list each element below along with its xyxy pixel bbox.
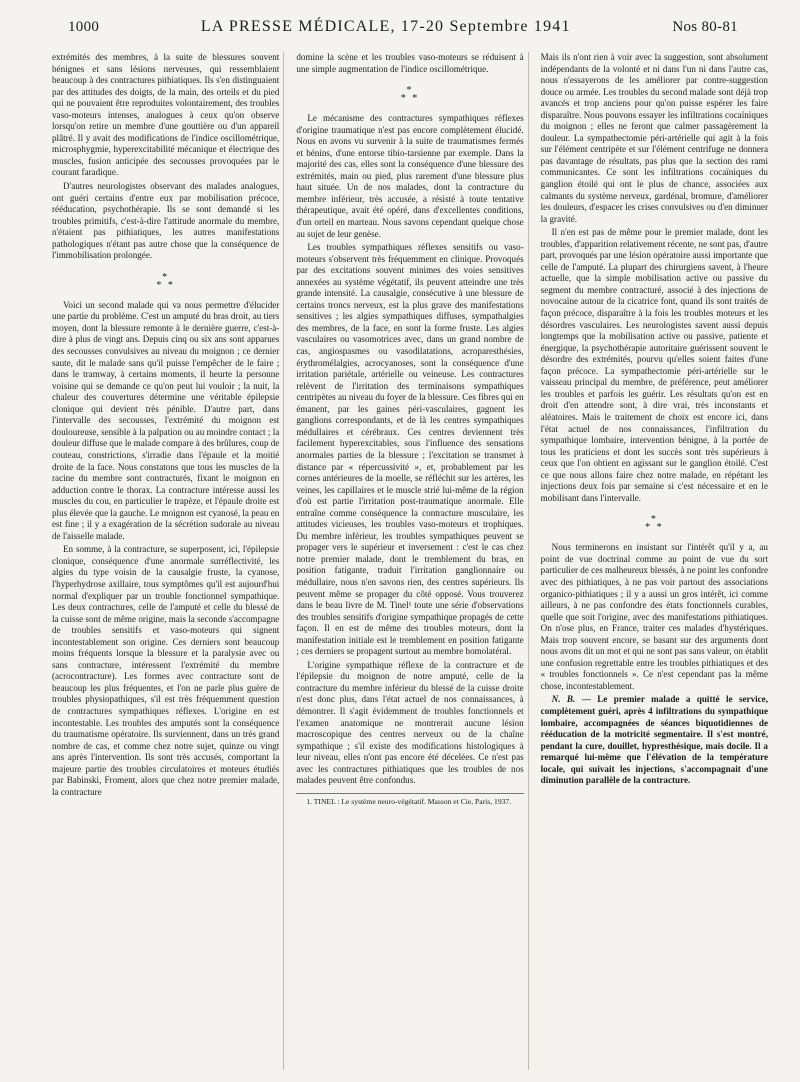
issue-number: Nos 80-81 xyxy=(672,19,738,35)
issue-date: 17-20 Septembre 1941 xyxy=(400,18,571,35)
nota-bene-text: — Le premier malade a quitté le service, complètement guéri, après 4 infiltrations du sympathique lombaire, accompagnées de séances biquotidiennes de rééducation de la motricité segmentaire. Il s'est montré, pendant la cure, douillet, hypresthésique, mais docile. Il a remarqué lui-même que l'élévation de la température locale, qui suivait les injections, s'accompagnait d'une diminution parallèle de la contracture. xyxy=(540,694,768,786)
paragraph: domine la scène et les troubles vaso-moteurs se réduisent à une simple augmentation de l'indice oscillométrique. xyxy=(296,52,524,74)
footnote: 1. TINEL : Le système neuro-végétatif. Masson et Cie, Paris, 1937. xyxy=(296,793,523,806)
section-separator: * * * xyxy=(645,514,664,534)
paragraph: Le mécanisme des contractures sympathiques réflexes d'origine traumatique n'est pas encore complètement élucidé. Nous en avons vu survenir à la suite de traumatismes fermés et bénins, d'une entorse tibio-tarsienne par exemple. Dans la majorité des cas, elles sont la conséquence d'une blessure des extrémités, main ou pied, plus rarement d'une blessure plus haut située. Un de nos malades, dont la contracture du membre inférieur, très accusée, a résisté à toute tentative thérapeutique, avait été opéré, dans d'excellentes conditions, d'un orteil en marteau. Nous savons cependant quelque chose au sujet de leur genèse. xyxy=(296,113,524,239)
paragraph: Nous terminerons en insistant sur l'intérêt qu'il y a, au point de vue doctrinal comme au point de vue du sort particulier de ces malheureux blessés, à ne point les confondre avec des pithiatiques, à ne pas voir partout des associations organico-pithiatiques ; il y a aussi un gros intérêt, ici comme ailleurs, à ne pas confondre des états fonctionnels curables, quelle que soit l'origine, avec des manifestations pithiatiques. On n'ose plus, en France, traiter ces malades d'hystériques. Mais trop souvent encore, se basant sur des arguments dont nous avons dit un mot et qui ne sont pas sans valeur, on établit une confusion regrettable entre les troubles pithiatiques et des « troubles fonctionnels ». Ce n'est cependant pas la même chose, incontestablement. xyxy=(540,542,768,691)
section-separator: * * * xyxy=(156,271,175,291)
paragraph: extrémités des membres, à la suite de blessures souvent bénignes et sans lésions nerveuses, qui ressemblaient beaucoup à des contractures pithiatiques. Ils s'en distinguaient par des attitudes des doigts, de la main, des orteils et du pied qui ne pouvaient être reproduites volontairement, des troubles vaso-moteurs intenses, analogues à ceux qu'on observe lorsqu'on retire un membre d'une gouttière ou d'un appareil plâtré. Il y avait des modifications de l'indice oscillométrique, microsphygmie, hyperexcitabilité mécanique et électrique des muscles, fusion anticipée des secousses provoquées par le courant faradique. xyxy=(52,52,280,178)
page-number: 1000 xyxy=(68,19,100,35)
column-1 xyxy=(52,52,284,1070)
paragraph: Les troubles sympathiques réflexes sensitifs ou vaso-moteurs s'observent très fréquemment en clinique. Provoqués par des excitations souvent minimes des voies sensitives annexées au système végétatif, ils peuvent atteindre une très grande intensité. La causalgie, consécutive à une blessure de certains troncs nerveux, est la plus grave des manifestations sensitives ; les algies sympathiques diffuses, sympathalgies des membres, de la face, en sont la forme fruste. Les algies vasculaires ou vasomotrices avec, dans un grand nombre de cas, angiospasmes ou vasodilatations, acroparesthésies, érythromélalgies, acrocyanoses, sont la conséquence d'une irritation pariétale, artérielle ou veineuse. Les contractures relèvent de l'irritation des terminaisons sympathiques centripètes au niveau du foyer de la blessure. Ces fibres qui en émanent, par les gaines péri-vasculaires, gagnent les ganglions correspondants, et de là les centres sympathiques médullaires et cérébraux. Ces centres deviennent très facilement hyperexcitables, sous l'influence des sensations anormales parties de la blessure ; l'excitation se transmet à distance par « répercussivité », et, probablement par les cornes antérieures de la moelle, se réfléchit sur les artères, les veines, les capillaires et le muscle strié lui-même de la région d'où est partie l'irritation post-traumatique anormale. Elle entraîne comme conséquence la contracture musculaire, les attitudes vicieuses, les troubles vaso-moteurs et trophiques. Du membre inférieur, les troubles sympathiques peuvent se propager vers le supérieur et inversement : c'est le cas chez notre premier malade, dont le tremblement du bras, en position fatigante, traduit l'irritation ganglionnaire ou médullaire, nous n'en savons rien, des centres supérieurs. Ils peuvent même se propager du côté opposé. Vous trouverez dans le beau livre de M. Tinel¹ toute une série d'observations des troubles sensitifs d'origine sympathique propagés de cette façon. Il en est de même des troubles moteurs, dont la manifestation initiale est le tremblement en position fatigante ; ces derniers se propagent surtout au membre homolatéral. xyxy=(296,242,524,657)
page-header xyxy=(68,18,738,42)
nota-bene-label: N. B. xyxy=(551,694,576,705)
article-body xyxy=(52,52,772,1070)
journal-title: LA PRESSE MÉDICALE, xyxy=(200,18,396,35)
paragraph: D'autres neurologistes observant des malades analogues, ont guéri certains d'entre eux par mobilisation précoce, rééducation, psychothérapie. Ils se sont demandé si les troubles primitifs, c'est-à-dire l'attitude anormale du membre, n'étaient pas pithiatiques, les autres manifestations pathologiques n'étant pas autre chose que la conséquence de l'immobilisation prolongée. xyxy=(52,181,280,261)
paragraph: En somme, à la contracture, se superposent, ici, l'épilepsie clonique, conséquence d'une anormale surréflectivité, les algies du type voisin de la causalgie fruste, la cyanose, l'hyperhydrose axillaire, tous symptômes qu'il est aujourd'hui normal d'expliquer par un trouble fonctionnel sympathique. Les deux contractures, celle de l'amputé et celle du blessé de la cuisse sont de même origine, mais la seconde s'accompagne de troubles sensitifs et vaso-moteurs qui signent incontestablement son origine. Ces derniers sont beaucoup moins fréquents lorsque la blessure et la paralysie avec ou sans contracture, intéressent l'extrémité du membre (acrocontracture). Les formes avec contracture sont de beaucoup les plus fréquentes, et l'on ne parle plus guère de troubles physiopathiques, s'il est très fréquemment question de contractures sympathiques réflexes. L'origine en est incontestable. Les troubles des amputés sont la conséquence du traumatisme opératoire. Ils surviennent, dans un très grand nombre de cas, et comme chez notre sujet, quinze ou vingt ans après l'intervention. Ils sont très accusés, comportant la majeure partie des troubles circulatoires et moteurs étudiés par Babinski, Froment, alors que chez notre premier malade, la contracture xyxy=(52,544,280,797)
nota-bene xyxy=(541,694,768,786)
paragraph: Voici un second malade qui va nous permettre d'élucider une partie du problème. C'est un amputé du bras droit, au tiers moyen, dont la blessure remonte à le dernière guerre, c'est-à-dire à plus de vingt ans. Depuis cinq ou six ans sont apparues des secousses convulsives au niveau du moignon ; ce dernier saute, dit le malade sans qu'il puisse l'empêcher de le faire ; dans le tramway, à certains moments, il heurte la personne voisine qui se demande ce qu'on peut lui vouloir ; la nuit, la chaleur des couvertures détermine une véritable épilepsie clonique qui devient très pénible. D'autre part, dans l'intervalle des secousses, l'extrémité du moignon est douloureuse, sensible à la palpation ou au moindre contact ; la douleur diffuse que le malade compare à des brûlures, coup de couteau, constrictions, s'irradie dans l'épaule et la moitié droite de la face. Nous constatons que tous les muscles de la racine du membre sont contracturés, fixant le moignon en adduction contre le thorax. La contracture intéresse aussi les muscles du cou, en particulier le trapèze, et l'épaule droite est plus élevée que la gauche. Le moignon est cyanosé, la peau en est fine ; il y a exagération de la sécrétion sudorale au niveau de l'aisselle malade. xyxy=(52,299,280,541)
journal-masthead xyxy=(201,18,571,36)
paragraph: Mais ils n'ont rien à voir avec la suggestion, sont absolument indépendants de la volonté et ni dans l'un ni dans l'autre cas, nous n'essayerons de les améliorer par contre-suggestion douce ou armée. Les troubles du second malade sont déjà trop avancés et trop anciens pour qu'on puisse espérer les faire disparaître. Nous pouvons essayer les infiltrations cocaïniques du moignon ; elles ne feront que calmer passagèrement la douleur. La sympathectomie péri-artérielle qui agit à la fois sur l'élément centripète et sur l'élément centrifuge ne donnera pas davantage de résultats, pas plus que la section des rami communicantes. Ce sont les infiltrations cocaïniques du ganglion étoilé qui ont le plus de chance, associées aux calmants du système nerveux, gardénal, bromure, d'améliorer les douleurs, d'espacer les crises convulsives ou d'en diminuer la gravité. xyxy=(540,52,768,224)
column-3 xyxy=(541,52,772,1070)
section-separator: * * * xyxy=(400,85,420,105)
paragraph: L'origine sympathique réflexe de la contracture et de l'épilepsie du moignon de notre amputé, celle de la contracture du membre inférieur du blessé de la cuisse droite n'est donc plus, dans l'état actuel de nos connaissances, à démontrer. Il s'agit évidemment de troubles fonctionnels et l'examen anatomique ne montrerait aucune lésion macroscopique des centres nerveux ou de la chaîne sympathique ; s'il existe des modifications histologiques à leur niveau, elles n'ont pas encore été décelées. Ce n'est pas avec les contractures pithiatiques que les troubles de nos malades peuvent être confondus. xyxy=(296,659,524,786)
paragraph: Il n'en est pas de même pour le premier malade, dont les troubles, d'apparition relativement récente, ne sont pas, d'autre part, provoqués par une lésion opératoire aussi importante que celle de l'amputé. La plupart des chirurgiens savent, à l'heure actuelle, que la simple mobilisation active ou passive du segment du membre contracturé, associé à des injections de novocaïne autour de la cicatrice font, quand ils sont traités de façon précoce, disparaître à la fois les troubles moteurs et les désordres vasculaires. Les neurologistes savent aussi depuis longtemps que la mobilisation active ou passive, patiente et énergique, la psychothérapie autoritaire guérissent souvent le désordre des extrémités, pourvu qu'elles soient faites d'une façon précoce. La sympathectomie péri-artérielle sur le vaisseau principal du membre, de préférence, peut améliorer les troubles et parfois les guérir. Les résultats qu'on est en droit d'en attendre sont, à dire vrai, très inconstants et aléatoires. Mais le traitement de choix est encore ici, dans l'état actuel de nos connaissances, l'infiltration du sympathique lombaire, intervention bénigne, à la portée de tous les praticiens et dont les succès sont très supérieurs à ceux que l'on obtient en agissant sur le ganglion étoilé. C'est ce que nous allons faire chez notre malade, en répétant les injections deux fois par semaine si c'est nécessaire et en le mobilisant dans l'intervalle. xyxy=(540,227,768,503)
column-2 xyxy=(296,52,528,1070)
